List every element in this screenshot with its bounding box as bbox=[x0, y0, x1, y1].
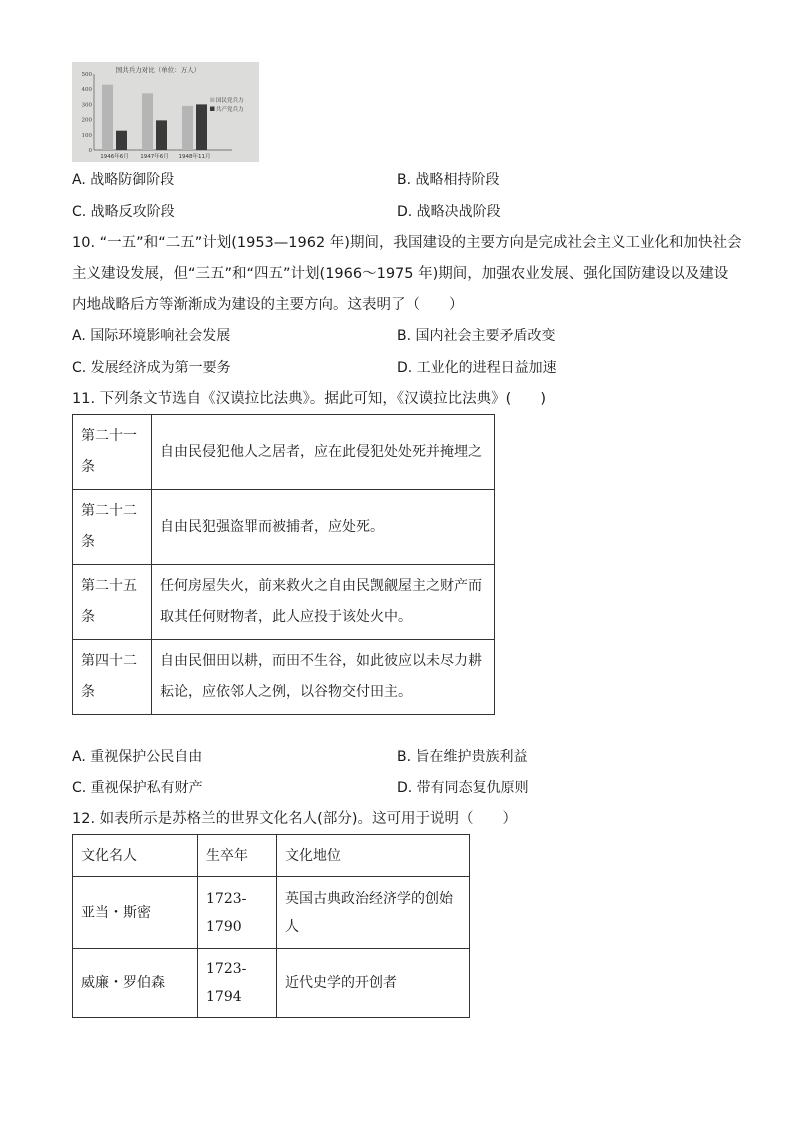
y-tick-label: 400 bbox=[81, 87, 92, 94]
table-row bbox=[73, 949, 470, 1018]
chart-title: 国共兵力对比（单位：万人） bbox=[115, 66, 201, 74]
q11-option-c[interactable]: C. 重视保护私有财产 bbox=[72, 780, 203, 796]
y-tick-label: 500 bbox=[81, 72, 92, 78]
header-name: 文化名人 bbox=[73, 835, 198, 877]
q11-stem: 11. 下列条文节选自《汉谟拉比法典》。据此可知，《汉谟拉比法典》( ) bbox=[72, 391, 546, 407]
y-tick-label: 100 bbox=[81, 132, 92, 139]
y-tick-label: 200 bbox=[81, 117, 92, 124]
figure-name: 亚当・斯密 bbox=[73, 877, 198, 949]
q10-stem-line-1: 10. “一五”和“二五”计划(1953—1962 年)期间，我国建设的主要方向是完成社会主义工业化和加快社会 bbox=[72, 235, 742, 251]
q9-option-c[interactable]: C. 战略反攻阶段 bbox=[72, 204, 175, 220]
q9-option-d[interactable]: D. 战略决战阶段 bbox=[397, 204, 501, 220]
article-text: 自由民犯强盗罪而被捕者，应处死。 bbox=[152, 490, 495, 565]
table-row bbox=[73, 877, 470, 949]
figure-years: 1723-1794 bbox=[198, 949, 277, 1018]
x-tick-label: 1947年6月 bbox=[140, 154, 169, 160]
article-text: 任何房屋失火，前来救火之自由民觊觎屋主之财产而取其任何财物者，此人应投于该处火中。 bbox=[152, 565, 495, 640]
bar bbox=[116, 131, 127, 150]
q10-option-b[interactable]: B. 国内社会主要矛盾改变 bbox=[397, 328, 556, 344]
article-number: 第二十五条 bbox=[73, 565, 152, 640]
table-row bbox=[73, 490, 495, 565]
q11-option-b[interactable]: B. 旨在维护贵族利益 bbox=[397, 749, 528, 765]
header-years: 生卒年 bbox=[198, 835, 277, 877]
article-text: 自由民佃田以耕，而田不生谷，如此彼应以未尽力耕耘论，应依邻人之例，以谷物交付田主。 bbox=[152, 640, 495, 715]
bar-chart bbox=[72, 62, 259, 162]
q10-stem-line-3: 内地战略后方等渐渐成为建设的主要方向。这表明了（ ） bbox=[72, 297, 464, 313]
figure-status: 英国古典政治经济学的创始人 bbox=[277, 877, 470, 949]
q10-option-c[interactable]: C. 发展经济成为第一要务 bbox=[72, 360, 231, 376]
table-row bbox=[73, 640, 495, 715]
q10-option-a[interactable]: A. 国际环境影响社会发展 bbox=[72, 328, 231, 344]
article-number: 第二十一条 bbox=[73, 415, 152, 490]
q11-option-d[interactable]: D. 带有同态复仇原则 bbox=[397, 780, 529, 796]
x-tick-label: 1946年6月 bbox=[100, 154, 129, 160]
legend-label: 国民党兵力 bbox=[216, 98, 244, 104]
figure-name: 威廉・罗伯森 bbox=[73, 949, 198, 1018]
figure-years: 1723-1790 bbox=[198, 877, 277, 949]
article-number: 第二十二条 bbox=[73, 490, 152, 565]
bar bbox=[196, 104, 207, 150]
bar bbox=[102, 85, 113, 150]
q9-option-a[interactable]: A. 战略防御阶段 bbox=[72, 172, 175, 188]
y-tick-label: 0 bbox=[88, 148, 92, 154]
article-text: 自由民侵犯他人之居者，应在此侵犯处处死并掩埋之 bbox=[152, 415, 495, 490]
q12-stem: 12. 如表所示是苏格兰的世界文化名人(部分)。这可用于说明（ ） bbox=[72, 811, 517, 827]
figure-status: 近代史学的开创者 bbox=[277, 949, 470, 1018]
table-row bbox=[73, 415, 495, 490]
q11-option-a[interactable]: A. 重视保护公民自由 bbox=[72, 749, 203, 765]
legend-swatch bbox=[210, 98, 215, 103]
q10-option-d[interactable]: D. 工业化的进程日益加速 bbox=[397, 360, 557, 376]
bar bbox=[182, 106, 193, 150]
legend-label: 共产党兵力 bbox=[216, 107, 244, 113]
force-comparison-chart bbox=[72, 62, 259, 162]
q9-option-b[interactable]: B. 战略相持阶段 bbox=[397, 172, 500, 188]
article-number: 第四十二条 bbox=[73, 640, 152, 715]
bar bbox=[142, 93, 153, 150]
law-articles-table bbox=[72, 414, 495, 715]
q10-stem-line-2: 主义建设发展，但“三五”和“四五”计划(1966～1975 年)期间，加强农业发展、强化国防建设以及建设 bbox=[72, 266, 729, 282]
table-header-row bbox=[73, 835, 470, 877]
x-tick-label: 1948年11月 bbox=[178, 154, 211, 160]
header-status: 文化地位 bbox=[277, 835, 470, 877]
scottish-figures-table bbox=[72, 834, 470, 1018]
legend-swatch bbox=[210, 107, 215, 112]
bar bbox=[156, 120, 167, 150]
table-row bbox=[73, 565, 495, 640]
y-tick-label: 300 bbox=[81, 102, 92, 109]
